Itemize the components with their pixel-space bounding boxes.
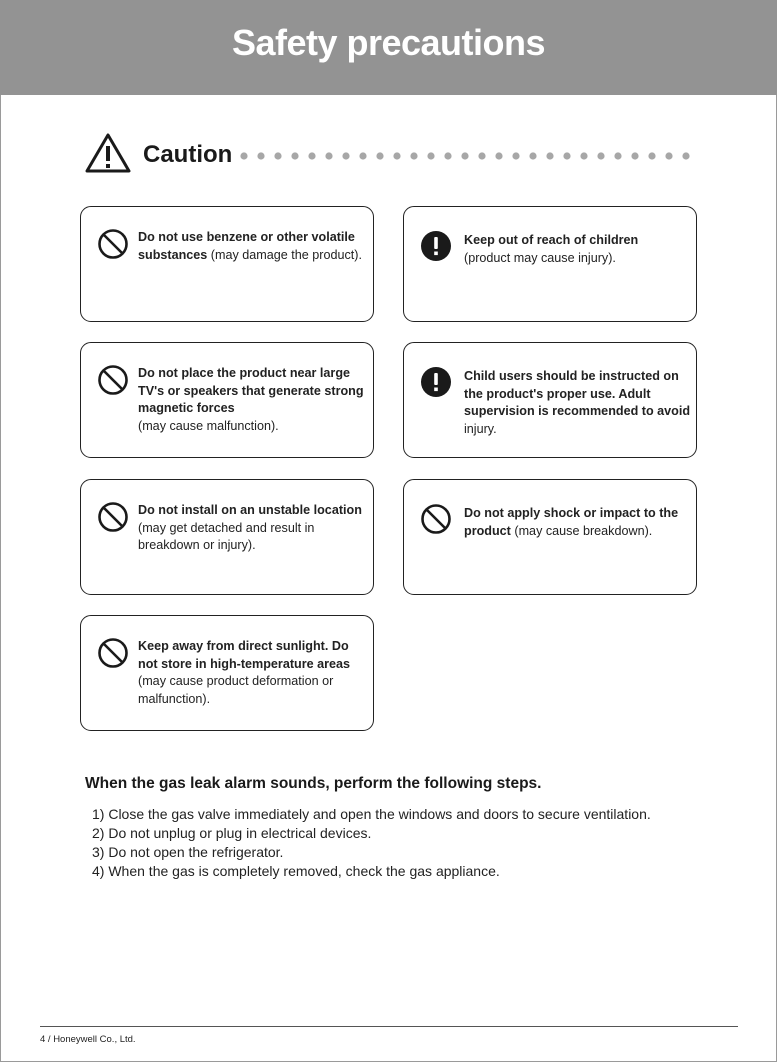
prohibition-icon [97, 228, 129, 260]
card-text [464, 368, 696, 438]
list-item: 1) Close the gas valve immediately and open the windows and doors to secure ventilation. [92, 806, 651, 822]
card-text [138, 229, 370, 264]
card-normal-text: (may cause malfunction). [138, 418, 279, 433]
footer-page-info: 4 / Honeywell Co., Ltd. [40, 1034, 136, 1045]
caution-card-shock [403, 479, 697, 595]
card-bold-text: Do not use benzene or other volatile substances [138, 230, 355, 262]
card-normal-text: (may damage the product). [207, 247, 362, 262]
gas-leak-steps [92, 805, 651, 881]
card-text [464, 232, 696, 267]
card-normal-text: (may cause product deformation or malfunction). [138, 674, 334, 706]
list-item: 3) Do not open the refrigerator. [92, 844, 284, 860]
caution-card-sunlight [80, 615, 374, 731]
gas-leak-heading: When the gas leak alarm sounds, perform the following steps. [85, 775, 542, 792]
caution-card-children [403, 206, 697, 322]
prohibition-icon [97, 501, 129, 533]
exclamation-icon [420, 230, 452, 262]
card-bold-text: Keep out of reach of children [464, 233, 639, 247]
card-text [138, 638, 370, 708]
caution-card-unstable [80, 479, 374, 595]
caution-card-supervision [403, 342, 697, 458]
caution-card-magnetic [80, 342, 374, 458]
footer-divider [40, 1026, 738, 1027]
card-normal-text: (product may cause injury). [464, 250, 616, 265]
caution-card-volatile [80, 206, 374, 322]
dotted-rule [240, 152, 698, 160]
exclamation-icon [420, 366, 452, 398]
card-bold-text: Do not install on an unstable location [138, 503, 362, 517]
warning-triangle-icon [84, 132, 132, 174]
page-title: Safety precautions [231, 21, 546, 63]
list-item: 2) Do not unplug or plug in electrical devices. [92, 825, 372, 841]
prohibition-icon [420, 503, 452, 535]
header-bar [0, 0, 777, 95]
prohibition-icon [97, 364, 129, 396]
caution-label: Caution [143, 141, 233, 168]
card-bold-text: Keep away from direct sunlight. Do not store in high-temperature areas [138, 639, 351, 671]
card-text [138, 365, 370, 435]
card-normal-text: (may get detached and result in breakdown or injury). [138, 520, 315, 552]
prohibition-icon [97, 637, 129, 669]
card-text [464, 505, 696, 540]
card-bold-text: Do not apply shock or impact to the product [464, 506, 679, 538]
card-normal-text: injury. [464, 421, 497, 436]
card-text [138, 502, 370, 555]
card-normal-text: (may cause breakdown). [510, 523, 653, 538]
list-item: 4) When the gas is completely removed, check the gas appliance. [92, 863, 500, 879]
caution-heading [84, 132, 698, 176]
card-bold-text: Do not place the product near large TV's or speakers that generate strong magnetic forces [138, 366, 364, 415]
card-bold-text: Child users should be instructed on the product's proper use. Adult supervision is recommended to avoid [464, 369, 691, 418]
